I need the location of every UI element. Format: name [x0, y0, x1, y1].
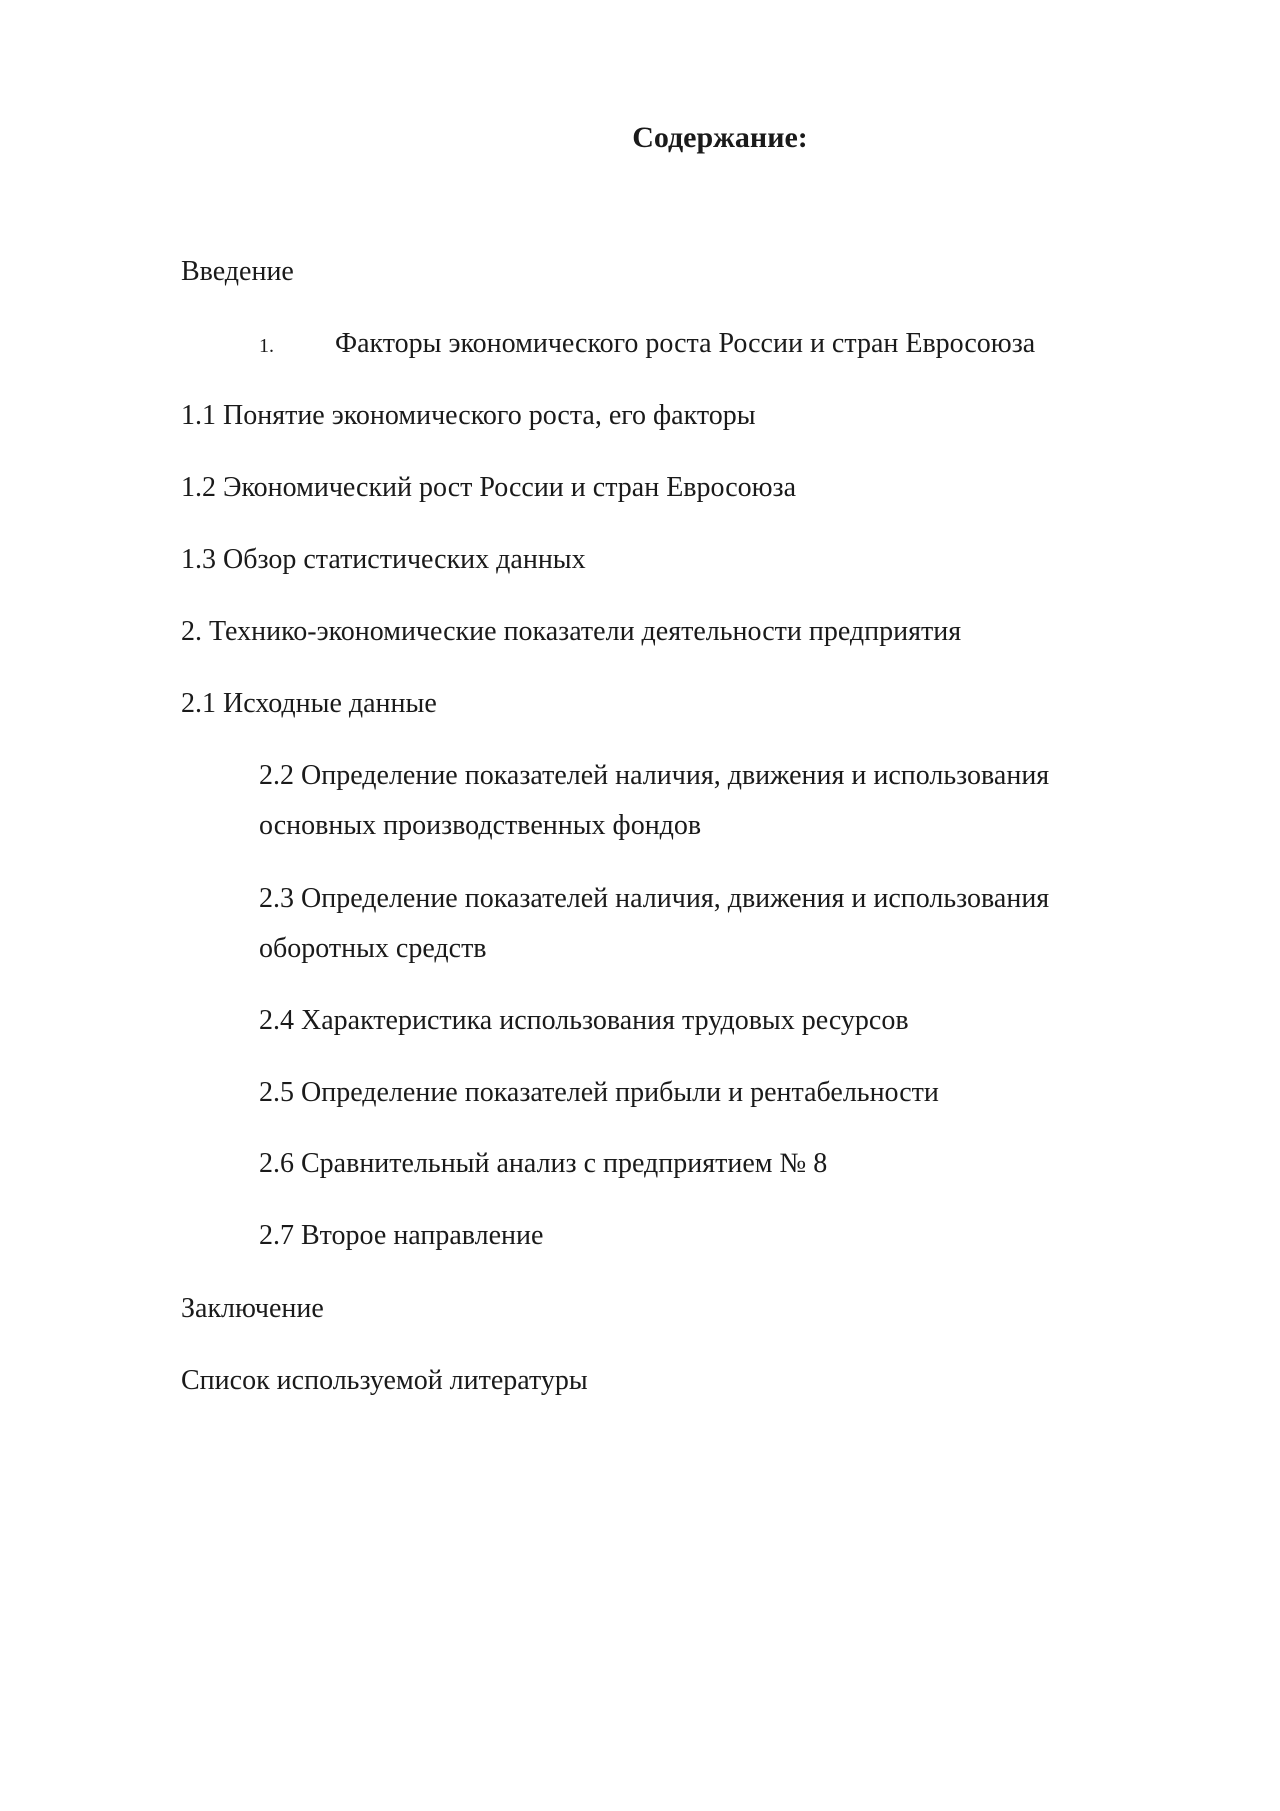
page-title: Содержание:: [632, 121, 808, 154]
toc-entry-number: 1.: [259, 335, 274, 357]
toc-entry-label: Факторы экономического роста России и стран Евросоюза: [335, 328, 1036, 359]
toc-entry-2-3: 2.3 Определение показателей наличия, движения и использования оборотных средств: [259, 883, 1050, 964]
toc-entry-introduction: Введение: [181, 256, 294, 287]
toc-entry-references: Список используемой литературы: [181, 1365, 588, 1396]
toc-entry-chapter-1: [259, 319, 1035, 371]
toc-entry-1-1: 1.1 Понятие экономического роста, его факторы: [181, 400, 756, 431]
toc-entry-2-4: 2.4 Характеристика использования трудовых ресурсов: [259, 1005, 909, 1036]
toc-entry-2-2: 2.2 Определение показателей наличия, движения и использования основных производственных фондов: [259, 760, 1050, 841]
toc-entry-2-1: 2.1 Исходные данные: [181, 688, 437, 719]
toc-entry-2-6: 2.6 Сравнительный анализ с предприятием № 8: [259, 1148, 828, 1179]
toc-entry-2-7: 2.7 Второе направление: [259, 1220, 544, 1251]
toc-entry-chapter-2: 2. Технико-экономические показатели деятельности предприятия: [181, 616, 962, 647]
toc-entry-1-2: 1.2 Экономический рост России и стран Евросоюза: [181, 472, 797, 503]
toc-entry-1-3: 1.3 Обзор статистических данных: [181, 544, 586, 575]
toc-entry-conclusion: Заключение: [181, 1293, 324, 1324]
toc-entry-2-5: 2.5 Определение показателей прибыли и рентабельности: [259, 1077, 939, 1108]
